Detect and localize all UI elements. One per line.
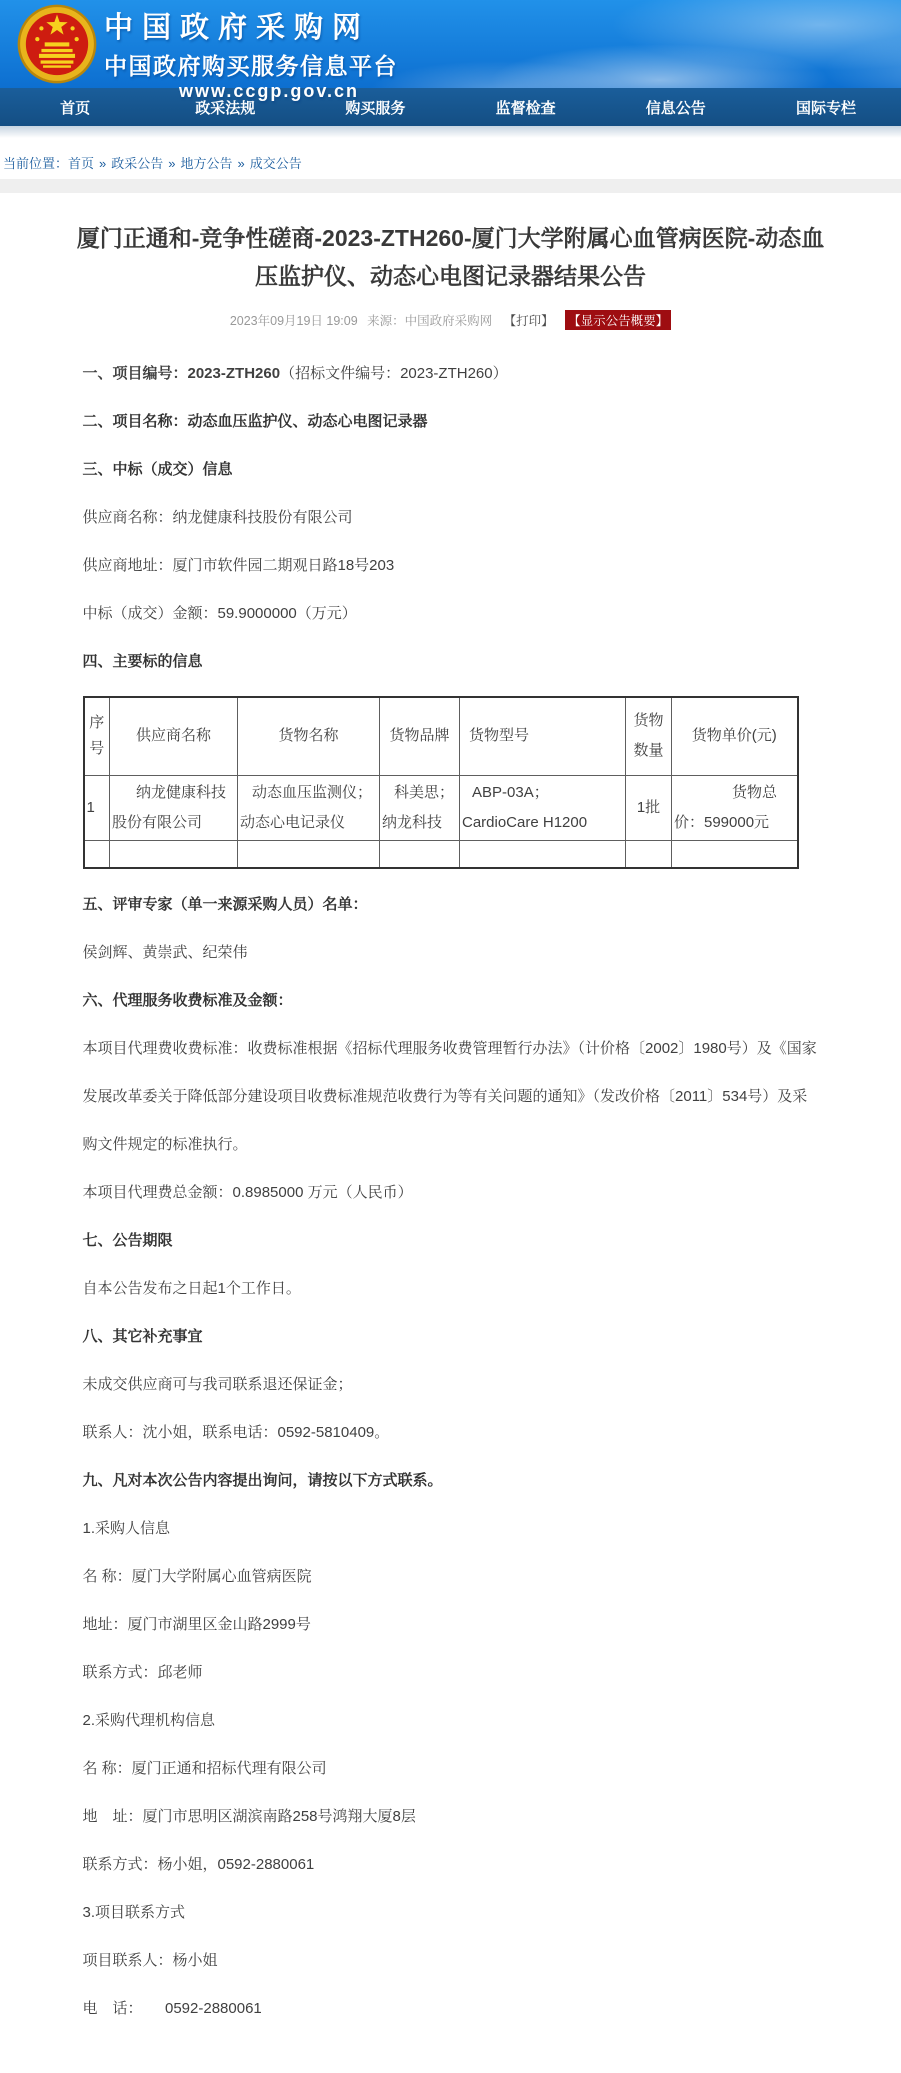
section-project-number	[83, 350, 819, 398]
breadcrumb-item-procurement-notices[interactable]: 政采公告	[111, 156, 164, 171]
article-body	[83, 350, 819, 2073]
supplement-note: 未成交供应商可与我司联系退还保证金；	[82, 1376, 353, 1393]
section-experts-heading: 五、评审专家（单一来源采购人员）名单：	[82, 896, 368, 913]
nav-shadow	[0, 126, 901, 138]
section-award-info-heading: 三、中标（成交）信息	[82, 461, 233, 478]
project-contact-phone: 电 话： 0592-2880061	[82, 2000, 262, 2017]
notice-period: 自本公告发布之日起1个工作日。	[82, 1280, 301, 1297]
supplier-address: 供应商地址：厦门市软件园二期观日路18号203	[82, 557, 395, 574]
breadcrumb-item-award-notices[interactable]: 成交公告	[249, 156, 302, 171]
cell-no: 1	[84, 775, 110, 840]
col-header-goods-name: 货物名称	[238, 697, 380, 775]
breadcrumb-separator: »	[237, 156, 245, 171]
source-label: 来源：中国政府采购网	[367, 314, 493, 328]
cell-supplier: 纳龙健康科技股份有限公司	[110, 775, 238, 840]
cell-brand: 科美思；纳龙科技	[380, 775, 460, 840]
col-header-no: 序号	[84, 697, 110, 775]
supplier-name: 供应商名称：纳龙健康科技股份有限公司	[82, 509, 353, 526]
publish-datetime: 2023年09月19日 19:09	[229, 314, 358, 328]
project-number-note: （招标文件编号：2023-ZTH260）	[280, 365, 508, 382]
breadcrumb-label: 当前位置：	[3, 156, 69, 171]
col-header-supplier: 供应商名称	[110, 697, 238, 775]
section-project-name: 二、项目名称：动态血压监护仪、动态心电图记录器	[82, 413, 428, 430]
experts-list: 侯剑辉、黄崇武、纪荣伟	[82, 944, 248, 961]
show-summary-button[interactable]: 【显示公告概要】	[565, 310, 671, 330]
site-header	[0, 0, 901, 101]
agency-name: 名 称：厦门正通和招标代理有限公司	[82, 1760, 327, 1777]
site-url: www.ccgp.gov.cn	[178, 81, 360, 101]
goods-table-row	[84, 775, 798, 840]
nav-item-home[interactable]: 首页	[60, 99, 91, 117]
agency-info-heading: 2.采购代理机构信息	[82, 1712, 216, 1729]
goods-table-empty-row	[84, 840, 798, 868]
cell-model: ABP-03A；CardioCare H1200	[460, 775, 626, 840]
agency-fee-standard: 本项目代理费收费标准：收费标准根据《招标代理服务收费管理暂行办法》（计价格〔2002〕1980号）及《国家发展改革委关于降低部分建设项目收费标准规范收费行为等有关问题的通知》（发改价格〔2011〕534号）及采购文件规定的标准执行。	[82, 1040, 817, 1153]
col-header-quantity: 货物数量	[626, 697, 672, 775]
cell-goods-name: 动态血压监测仪；动态心电记录仪	[238, 775, 380, 840]
site-subtitle: 中国政府购买服务信息平台	[104, 53, 398, 79]
section-supplement-heading: 八、其它补充事宜	[82, 1328, 203, 1345]
buyer-name: 名 称：厦门大学附属心血管病医院	[82, 1568, 312, 1585]
section-agency-fee-heading: 六、代理服务收费标准及金额：	[82, 992, 293, 1009]
breadcrumb	[0, 138, 901, 179]
award-amount: 中标（成交）金额：59.9000000（万元）	[82, 605, 357, 622]
nav-item-purchase-services[interactable]: 购买服务	[345, 99, 406, 117]
project-contact-heading: 3.项目联系方式	[82, 1904, 186, 1921]
page-title: 厦门正通和-竞争性磋商-2023-ZTH260-厦门大学附属心血管病医院-动态血压监护仪、动态心电图记录器结果公告	[76, 225, 825, 289]
breadcrumb-item-local-notices[interactable]: 地方公告	[180, 156, 233, 171]
buyer-info-heading: 1.采购人信息	[82, 1520, 171, 1537]
cell-unit-price: 货物总价：599000元	[672, 775, 798, 840]
goods-table	[83, 696, 799, 869]
agency-contact: 联系方式：杨小姐，0592-2880061	[82, 1856, 315, 1873]
site-logo[interactable]	[104, 5, 496, 102]
divider-band	[0, 179, 901, 193]
nav-item-announcements[interactable]: 信息公告	[645, 99, 706, 117]
breadcrumb-separator: »	[168, 156, 176, 171]
project-number-bold: 一、项目编号：2023-ZTH260	[82, 365, 281, 382]
supplement-contact: 联系人：沈小姐，联系电话：0592-5810409。	[82, 1424, 390, 1441]
section-inquiry-heading: 九、凡对本次公告内容提出询问，请按以下方式联系。	[82, 1472, 443, 1489]
breadcrumb-item-home[interactable]: 首页	[68, 156, 95, 171]
section-main-goods-heading: 四、主要标的信息	[82, 653, 203, 670]
breadcrumb-separator: »	[99, 156, 107, 171]
nav-item-supervision[interactable]: 监督检查	[495, 99, 556, 117]
nav-item-international[interactable]: 国际专栏	[795, 99, 856, 117]
col-header-unit-price: 货物单价(元)	[672, 697, 798, 775]
goods-table-header-row	[84, 697, 798, 775]
national-emblem-icon	[16, 3, 98, 85]
agency-address: 地 址：厦门市思明区湖滨南路258号鸿翔大厦8层	[82, 1808, 416, 1825]
article-meta	[0, 310, 901, 330]
buyer-contact: 联系方式：邱老师	[82, 1664, 203, 1681]
print-button[interactable]: 【打印】	[503, 314, 554, 328]
nav-item-regulations[interactable]: 政采法规	[195, 99, 256, 117]
agency-fee-total: 本项目代理费总金额：0.8985000 万元（人民币）	[82, 1184, 413, 1201]
buyer-address: 地址：厦门市湖里区金山路2999号	[82, 1616, 311, 1633]
cell-quantity: 1批	[626, 775, 672, 840]
col-header-model: 货物型号	[460, 697, 626, 775]
col-header-brand: 货物品牌	[380, 697, 460, 775]
section-notice-period-heading: 七、公告期限	[82, 1232, 173, 1249]
project-contact-person: 项目联系人：杨小姐	[82, 1952, 218, 1969]
site-name: 中国政府采购网	[104, 12, 371, 44]
